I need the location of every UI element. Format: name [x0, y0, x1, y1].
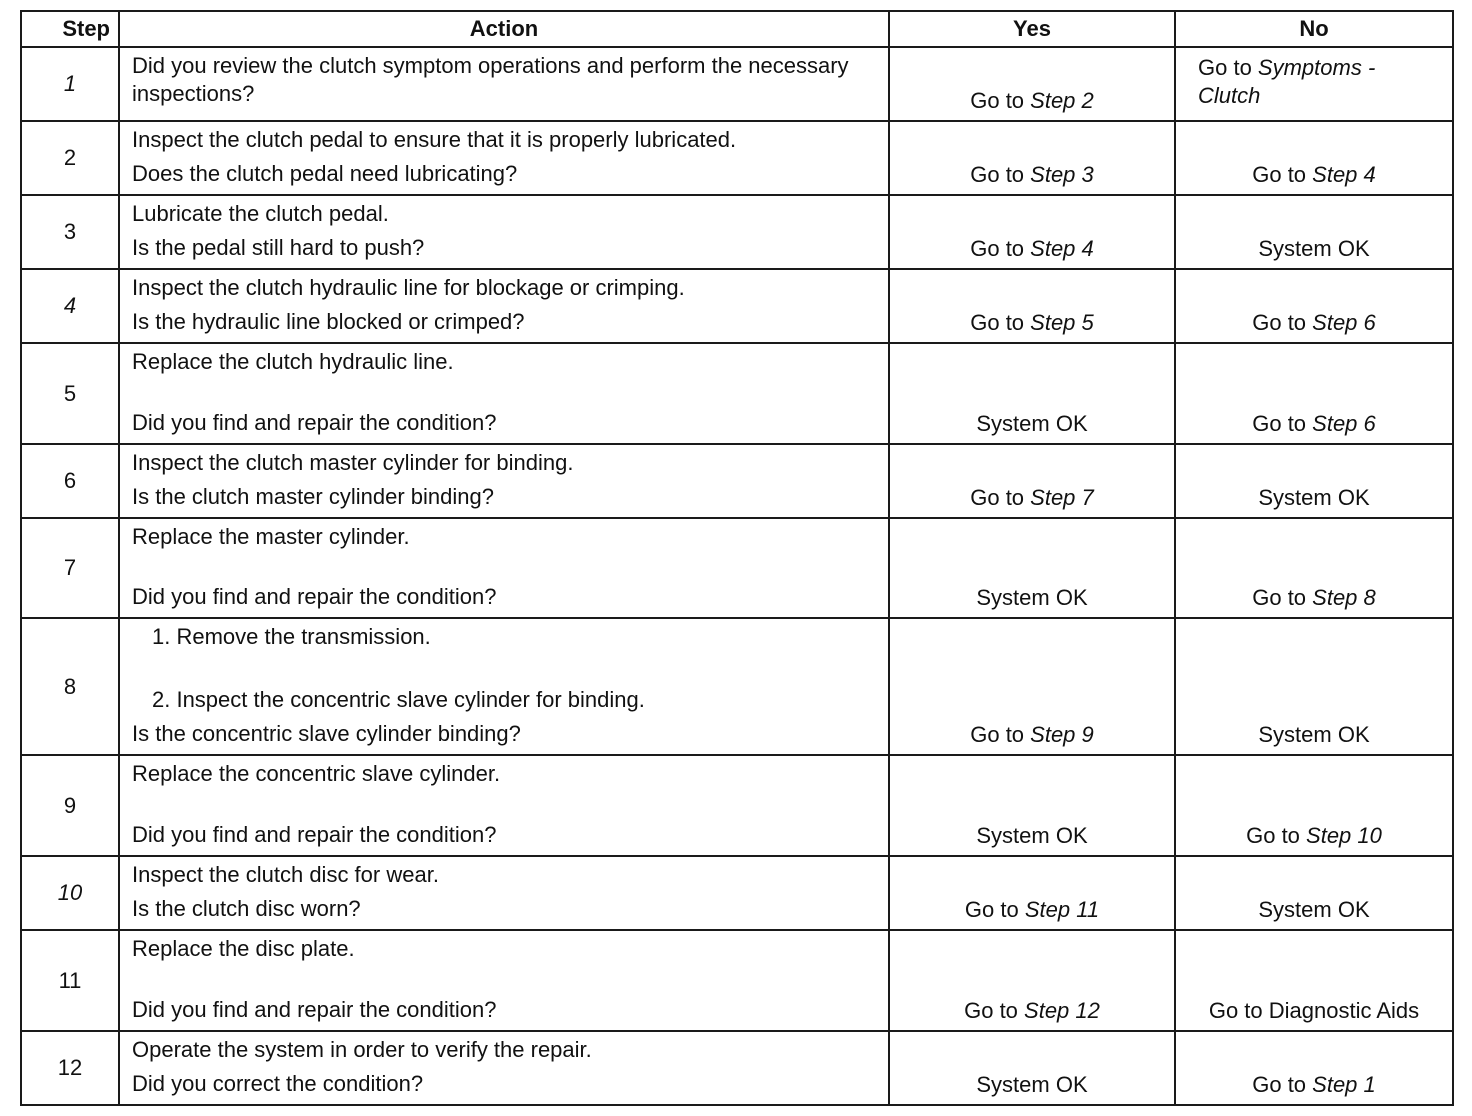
table-row — [21, 1031, 1453, 1105]
action-question: Is the hydraulic line blocked or crimped? — [132, 309, 525, 334]
yes-cell — [889, 1031, 1175, 1105]
no-cell — [1175, 47, 1453, 121]
yes-step-ref: Step 2 — [1030, 88, 1094, 113]
action-question: Did you find and repair the condition? — [132, 410, 497, 435]
no-prefix: System OK — [1258, 236, 1370, 261]
step-number: 4 — [21, 269, 119, 343]
table-row — [21, 121, 1453, 195]
action-text: Inspect the clutch disc for wear. — [132, 862, 439, 887]
action-cell — [119, 343, 889, 444]
no-prefix: Go to — [1252, 411, 1313, 436]
no-prefix: System OK — [1258, 485, 1370, 510]
action-cell — [119, 856, 889, 930]
header-row — [21, 11, 1453, 47]
yes-prefix: Go to — [970, 236, 1031, 261]
yes-step-ref: Step 4 — [1030, 236, 1094, 261]
step-number: 1 — [21, 47, 119, 121]
no-cell — [1175, 1031, 1453, 1105]
yes-cell — [889, 856, 1175, 930]
action-cell — [119, 121, 889, 195]
action-cell — [119, 47, 889, 121]
table-row — [21, 444, 1453, 518]
no-step-ref: Step 1 — [1312, 1072, 1376, 1097]
yes-cell — [889, 269, 1175, 343]
action-text: Replace the disc plate. — [132, 936, 355, 961]
action-text: Replace the master cylinder. — [132, 524, 410, 549]
step-number: 3 — [21, 195, 119, 269]
step-number: 2 — [21, 121, 119, 195]
table-row — [21, 269, 1453, 343]
step-number: 8 — [21, 618, 119, 755]
no-cell — [1175, 444, 1453, 518]
table-row — [21, 930, 1453, 1031]
no-prefix: Go to — [1252, 162, 1313, 187]
step-number: 7 — [21, 518, 119, 618]
action-text: Replace the concentric slave cylinder. — [132, 761, 501, 786]
action-step-1: 1. Remove the transmission. — [152, 624, 431, 649]
action-cell — [119, 755, 889, 856]
no-prefix: Go to — [1198, 55, 1258, 80]
yes-step-ref: Step 11 — [1024, 897, 1100, 922]
yes-cell — [889, 518, 1175, 618]
no-step-ref: Step 6 — [1312, 411, 1376, 436]
action-question: Did you find and repair the condition? — [132, 584, 497, 609]
no-step-ref: Step 4 — [1312, 162, 1376, 187]
step-number: 11 — [21, 930, 119, 1031]
yes-cell — [889, 930, 1175, 1031]
yes-prefix: Go to — [970, 162, 1031, 187]
action-question: Does the clutch pedal need lubricating? — [132, 161, 518, 186]
no-prefix: Go to — [1252, 585, 1313, 610]
yes-prefix: Go to — [964, 897, 1025, 922]
no-cell — [1175, 269, 1453, 343]
yes-cell — [889, 47, 1175, 121]
yes-cell — [889, 444, 1175, 518]
no-cell — [1175, 755, 1453, 856]
action-cell — [119, 518, 889, 618]
yes-prefix: Go to — [964, 998, 1025, 1023]
table-row — [21, 755, 1453, 856]
header-step: Step — [21, 11, 119, 47]
yes-prefix: System OK — [976, 823, 1088, 848]
header-no: No — [1175, 11, 1453, 47]
header-yes: Yes — [889, 11, 1175, 47]
no-step-ref: Step 10 — [1306, 823, 1382, 848]
no-step-ref: Step 6 — [1312, 310, 1376, 335]
step-number: 10 — [21, 856, 119, 930]
yes-prefix: Go to — [970, 88, 1031, 113]
action-question: Did you correct the condition? — [132, 1071, 424, 1096]
action-text: Lubricate the clutch pedal. — [132, 201, 389, 226]
no-prefix: System OK — [1258, 722, 1370, 747]
yes-cell — [889, 195, 1175, 269]
yes-prefix: Go to — [970, 310, 1031, 335]
action-cell — [119, 195, 889, 269]
yes-cell — [889, 618, 1175, 755]
no-step-ref: Symptoms - Clutch — [1198, 55, 1376, 108]
diagnostic-table — [20, 10, 1454, 1106]
action-text: Operate the system in order to verify the repair. — [132, 1037, 592, 1062]
yes-cell — [889, 343, 1175, 444]
yes-cell — [889, 121, 1175, 195]
action-cell — [119, 930, 889, 1031]
yes-cell — [889, 755, 1175, 856]
action-step-2: 2. Inspect the concentric slave cylinder for binding. — [152, 686, 645, 712]
table-row — [21, 195, 1453, 269]
no-cell — [1175, 121, 1453, 195]
table-row — [21, 47, 1453, 121]
step-number: 6 — [21, 444, 119, 518]
no-cell — [1175, 343, 1453, 444]
action-text: Inspect the clutch master cylinder for binding. — [132, 450, 574, 475]
action-question: Is the concentric slave cylinder binding? — [132, 721, 521, 746]
no-cell — [1175, 518, 1453, 618]
action-question: Is the clutch disc worn? — [132, 896, 361, 921]
step-number: 12 — [21, 1031, 119, 1105]
action-text: Did you review the clutch symptom operations and perform the necessary inspections? — [132, 53, 849, 106]
action-question: Did you find and repair the condition? — [132, 822, 497, 847]
header-action: Action — [119, 11, 889, 47]
no-prefix: Go to — [1246, 823, 1307, 848]
action-cell — [119, 1031, 889, 1105]
table-row — [21, 343, 1453, 444]
table-row — [21, 518, 1453, 618]
no-cell — [1175, 930, 1453, 1031]
yes-prefix: System OK — [976, 1072, 1088, 1097]
yes-prefix: System OK — [976, 585, 1088, 610]
action-cell — [119, 269, 889, 343]
yes-prefix: Go to — [970, 722, 1031, 747]
yes-step-ref: Step 3 — [1030, 162, 1094, 187]
step-number: 5 — [21, 343, 119, 444]
no-prefix: Go to Diagnostic Aids — [1208, 998, 1420, 1023]
no-prefix: Go to — [1252, 310, 1313, 335]
action-text: Inspect the clutch pedal to ensure that it is properly lubricated. — [132, 127, 737, 152]
yes-step-ref: Step 7 — [1030, 485, 1094, 510]
action-question: Is the clutch master cylinder binding? — [132, 484, 494, 509]
no-step-ref: Step 8 — [1312, 585, 1376, 610]
yes-step-ref: Step 12 — [1024, 998, 1100, 1023]
yes-step-ref: Step 9 — [1030, 722, 1094, 747]
table-row — [21, 856, 1453, 930]
no-prefix: Go to — [1252, 1072, 1313, 1097]
no-cell — [1175, 618, 1453, 755]
no-cell — [1175, 856, 1453, 930]
action-text: Inspect the clutch hydraulic line for blockage or crimping. — [132, 275, 685, 300]
no-cell — [1175, 195, 1453, 269]
yes-prefix: System OK — [976, 411, 1088, 436]
action-text: Replace the clutch hydraulic line. — [132, 349, 454, 374]
action-cell — [119, 618, 889, 755]
action-question: Is the pedal still hard to push? — [132, 235, 425, 260]
table-row — [21, 618, 1453, 755]
action-question: Did you find and repair the condition? — [132, 997, 497, 1022]
step-number: 9 — [21, 755, 119, 856]
no-prefix: System OK — [1258, 897, 1370, 922]
yes-prefix: Go to — [970, 485, 1031, 510]
action-cell — [119, 444, 889, 518]
yes-step-ref: Step 5 — [1030, 310, 1094, 335]
